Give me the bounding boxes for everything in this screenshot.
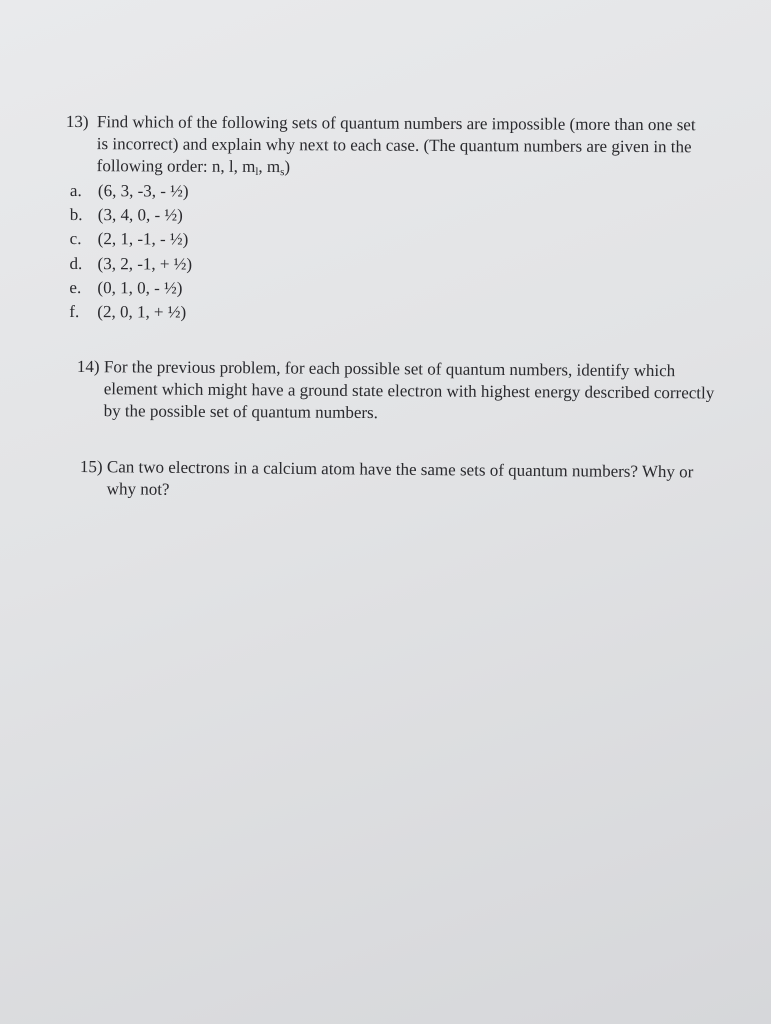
question-line (97, 155, 696, 180)
option-list (69, 179, 192, 325)
question-line: by the possible set of quantum numbers. (103, 401, 379, 423)
list-item (70, 203, 193, 228)
question-line: is incorrect) and explain why next to each case. (The quantum numbers are given in the (96, 134, 692, 157)
question-text (104, 356, 715, 426)
question-line: Can two electrons in a calcium atom have the same sets of quantum numbers? Why or (106, 457, 694, 482)
question-number: 15) (79, 456, 103, 477)
question-text (97, 111, 696, 180)
option-letter: a. (69, 180, 82, 201)
option-text: (3, 2, -1, + ½) (97, 253, 193, 274)
option-text: (3, 4, 0, - ½) (97, 205, 183, 225)
question-number: 13) (65, 111, 89, 132)
option-letter: e. (69, 277, 82, 297)
question-text (107, 456, 694, 505)
option-letter: c. (69, 229, 82, 249)
list-item (70, 179, 193, 204)
list-item (69, 252, 192, 277)
line-text: following order: n, l, m (96, 156, 256, 176)
line-text: , m (258, 157, 281, 177)
question-line: element which might have a ground state electron with highest energy described correctly (103, 379, 715, 403)
option-letter: d. (69, 253, 83, 273)
question-number: 14) (76, 356, 100, 377)
question-14 (76, 356, 771, 423)
option-letter: f. (69, 302, 80, 322)
list-item (70, 227, 193, 252)
list-item (69, 276, 192, 301)
list-item (69, 300, 192, 325)
question-15 (79, 456, 760, 499)
question-line: why not? (106, 479, 170, 499)
option-text: (2, 1, -1, - ½) (97, 229, 189, 250)
line-text: ) (284, 157, 291, 177)
question-line: Find which of the following sets of quantum numbers are impossible (more than one set (96, 112, 696, 135)
option-text: (2, 0, 1, + ½) (97, 302, 187, 322)
subscript-s: s (280, 166, 285, 179)
option-letter: b. (69, 205, 83, 225)
option-text: (0, 1, 0, - ½) (97, 277, 183, 298)
subscript-l: l (255, 165, 259, 179)
option-text: (6, 3, -3, - ½) (97, 181, 189, 201)
question-line: For the previous problem, for each possible set of quantum numbers, identify which (103, 357, 676, 381)
question-13 (65, 111, 766, 179)
